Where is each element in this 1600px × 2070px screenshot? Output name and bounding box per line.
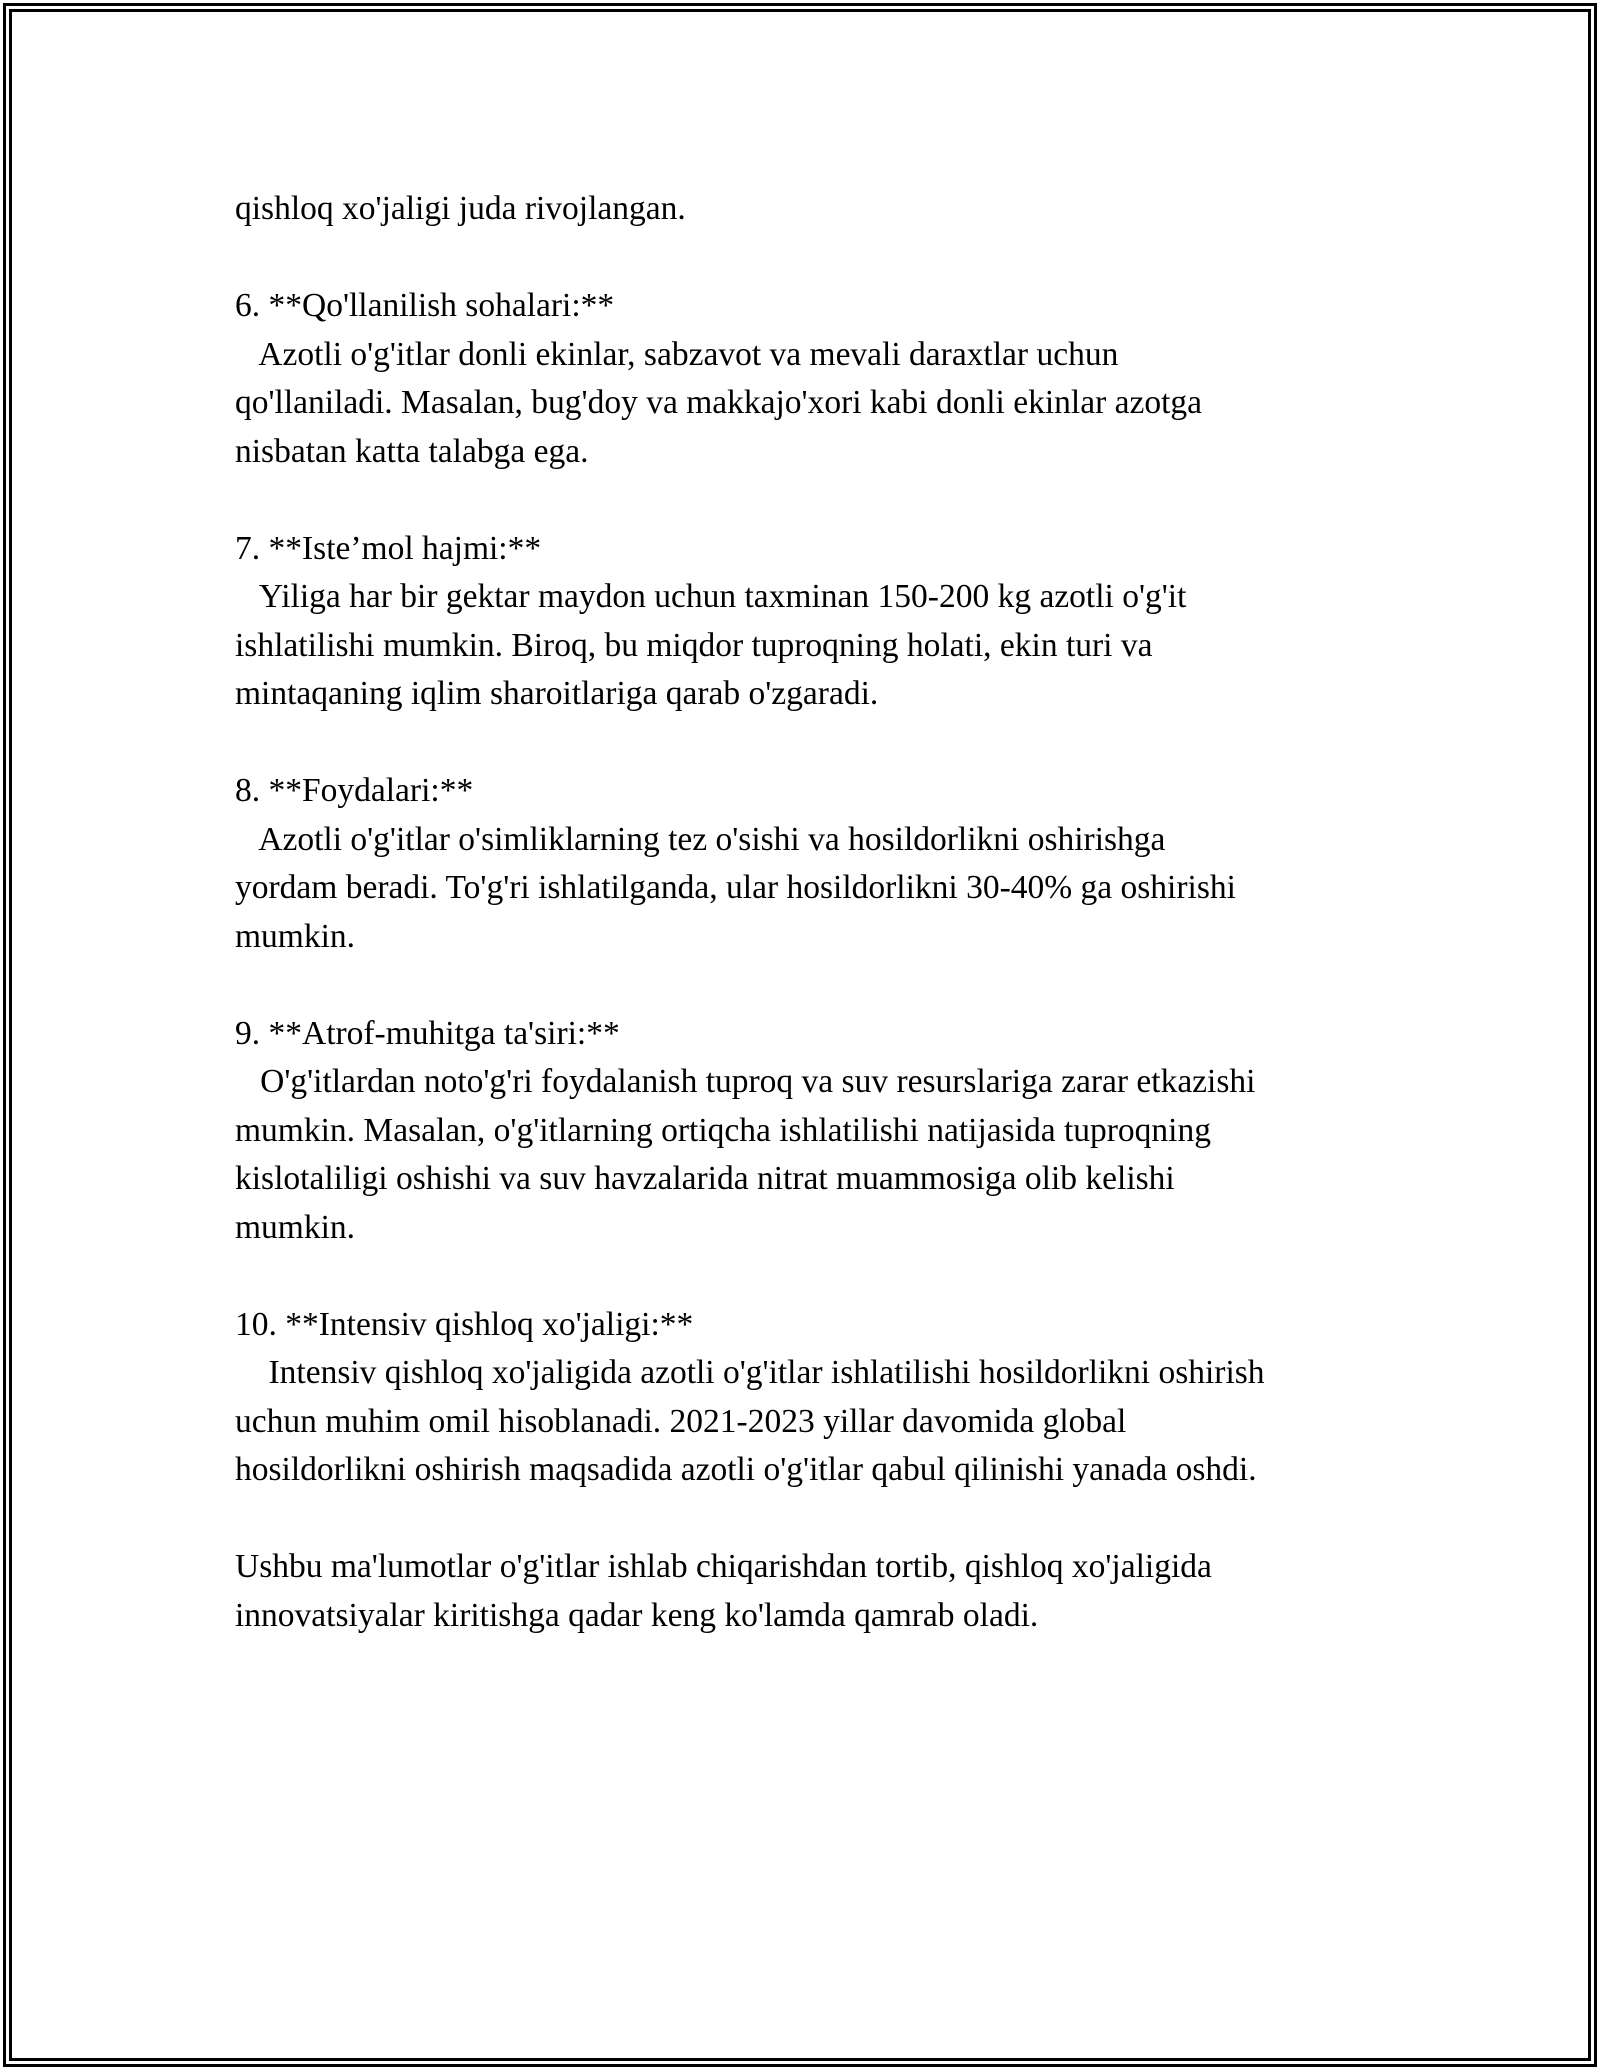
section-line: O'g'itlardan noto'g'ri foydalanish tuproq va suv resurslariga zarar etkazishi (235, 1063, 1256, 1100)
section-line: mumkin. Masalan, o'g'itlarning ortiqcha ishlatilishi natijasida tuproqning (235, 1111, 1211, 1149)
paragraph-gap (235, 476, 1385, 525)
section-line: Azotli o'g'itlar o'simliklarning tez o'sishi va hosildorlikni oshirishga (235, 820, 1166, 858)
document-body (235, 185, 1385, 1640)
section-line: nisbatan katta talabga ega. (235, 432, 589, 470)
section-8 (235, 767, 1385, 961)
closing-line: Ushbu ma'lumotlar o'g'itlar ishlab chiqarishdan tortib, qishloq xo'jaligida (235, 1548, 1212, 1585)
section-7 (235, 525, 1385, 719)
section-line: hosildorlikni oshirish maqsadida azotli o'g'itlar qabul qilinishi yanada oshdi. (235, 1451, 1257, 1488)
lead-paragraph: qishloq xo'jaligi juda rivojlangan. (235, 190, 686, 227)
section-line: qo'llaniladi. Masalan, bug'doy va makkajo'xori kabi donli ekinlar azotga (235, 384, 1203, 421)
paragraph-gap (235, 234, 1385, 283)
section-heading: 8. **Foydalari:** (235, 772, 474, 809)
section-heading: 6. **Qo'llanilish sohalari:** (235, 287, 615, 324)
section-heading: 7. **Iste’mol hajmi:** (235, 529, 542, 567)
section-line: ishlatilishi mumkin. Biroq, bu miqdor tuproqning holati, ekin turi va (235, 626, 1153, 664)
section-10 (235, 1301, 1385, 1495)
section-line: mumkin. (235, 1208, 356, 1246)
section-line: kislotaliligi oshishi va suv havzalarida nitrat muammosiga olib kelishi (235, 1160, 1175, 1197)
section-line: Yiliga har bir gektar maydon uchun taxminan 150-200 kg azotli o'g'it (235, 578, 1187, 615)
paragraph-gap (235, 1252, 1385, 1301)
section-line: mintaqaning iqlim sharoitlariga qarab o'zgaradi. (235, 675, 879, 712)
paragraph-gap (235, 719, 1385, 768)
section-heading: 9. **Atrof-muhitga ta'siri:** (235, 1014, 620, 1052)
section-line: uchun muhim omil hisoblanadi. 2021-2023 yillar davomida global (235, 1402, 1127, 1440)
closing-paragraph (235, 1543, 1385, 1640)
section-line: Intensiv qishloq xo'jaligida azotli o'g'itlar ishlatilishi hosildorlikni oshirish (235, 1354, 1265, 1391)
section-heading: 10. **Intensiv qishloq xo'jaligi:** (235, 1305, 694, 1343)
closing-line: innovatsiyalar kiritishga qadar keng ko'lamda qamrab oladi. (235, 1596, 1039, 1634)
section-6 (235, 282, 1385, 476)
section-line: mumkin. (235, 917, 356, 955)
section-line: Azotli o'g'itlar donli ekinlar, sabzavot va mevali daraxtlar uchun (235, 335, 1119, 373)
section-line: yordam beradi. To'g'ri ishlatilganda, ular hosildorlikni 30-40% ga oshirishi (235, 869, 1236, 906)
paragraph-gap (235, 961, 1385, 1010)
paragraph-gap (235, 1495, 1385, 1544)
section-9 (235, 1010, 1385, 1253)
